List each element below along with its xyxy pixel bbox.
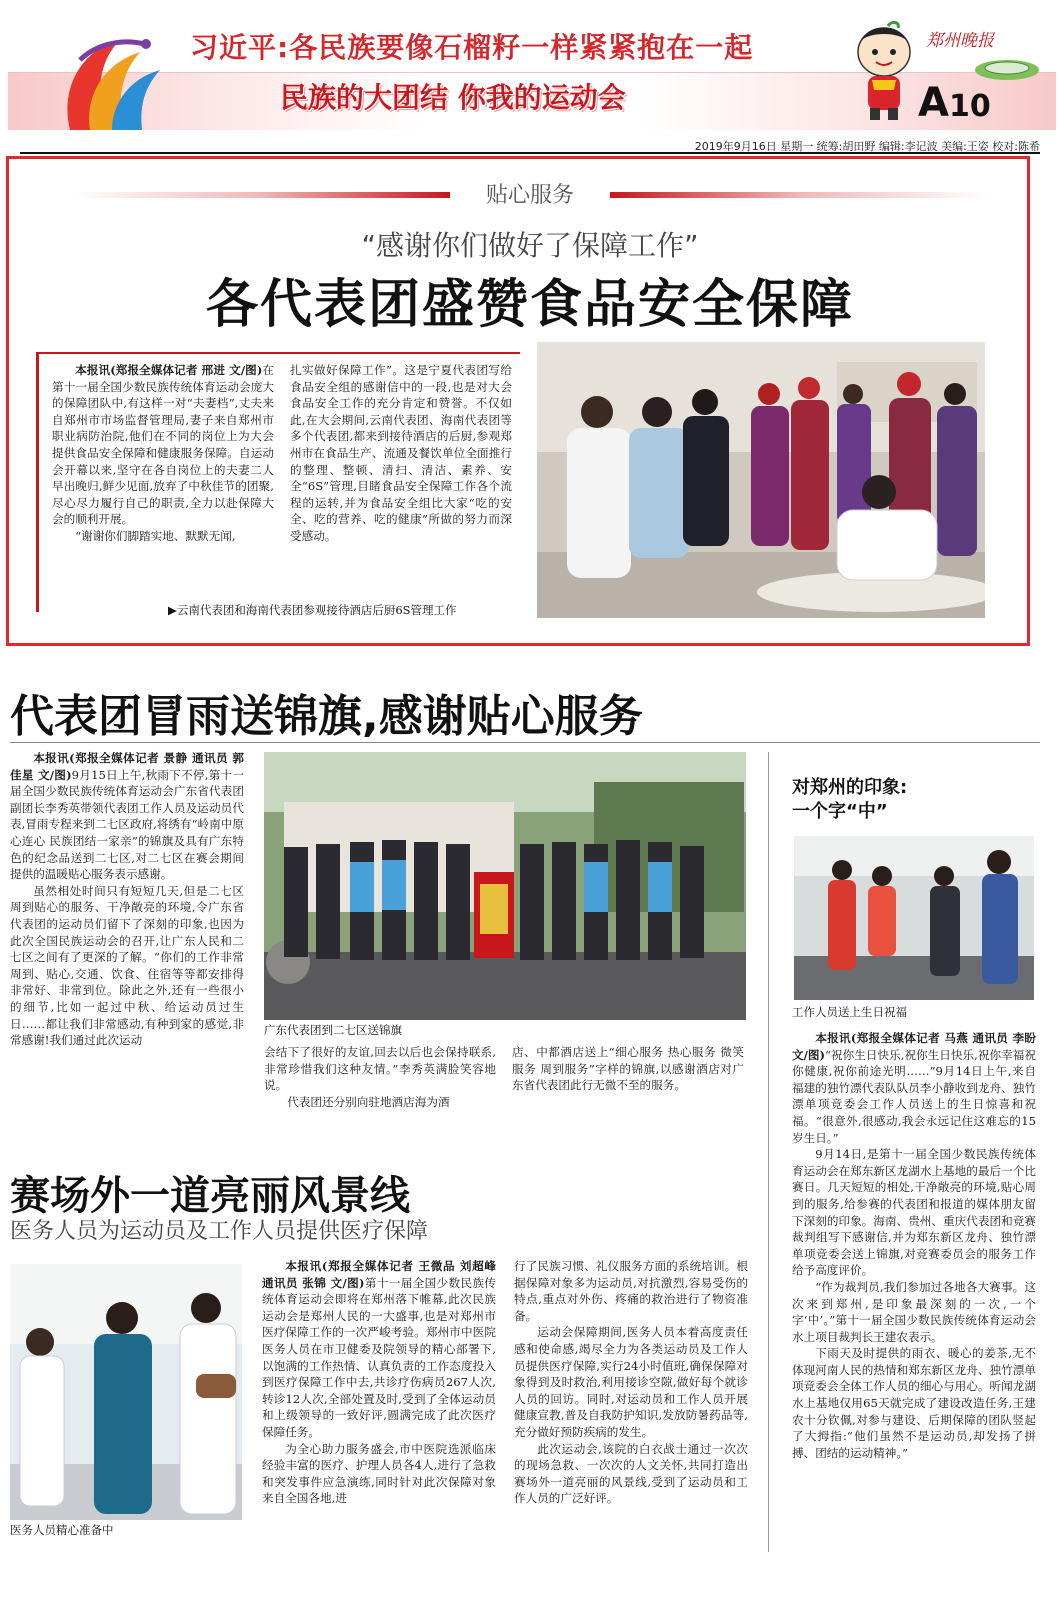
mascot-icon [848,20,920,124]
story3-paragraph: 第十一届全国少数民族传统体育运动会即将在郑州落下帷幕,此次民族运动会是郑州人民的一大盛事,也是对郑州市医疗保障工作的一次严峻考验。郑州市中医院医务人员在市卫健委及院领导的精心部署下,以饱满的工作热情、认真负责的工作态度投入到医疗保障工作中去,共诊疗伤病员267人次,转诊12人次,全部处置及时,受到了全体运动员和上级领导的一致好评,圆满完成了此次医疗保障任务。 [262,1275,496,1439]
feature-frame-top [36,352,520,354]
story2-paragraph: 虽然相处时间只有短短几天,但是二七区周到贴心的服务、干净敞亮的环境,令广东省代表团的运动员们留下了深刻的印象,也因为此次全国民族运动会的召开,让广东人民和二七区之间有了更深的了解。“你们的工作非常周到、贴心,交通、饮食、住宿等等都安排得非常好、非常到位。除此之外,还有一些很小的细节,比如一起过中秋、给运动员过生日……都让我们非常感动,有种到家的感觉,非常感谢!我们通过此次运动 [10,883,244,1048]
story3-headline: 赛场外一道亮丽风景线 [10,1173,410,1219]
sidebar-title-line: 对郑州的印象: [792,777,908,798]
sidebar-text-column [792,1030,1036,1550]
feature-photo-caption: ▶云南代表团和海南代表团参观接待酒店后厨6S管理工作 [168,603,457,617]
feature-headline: 各代表团盛赞食品安全保障 [205,275,854,335]
sidebar-paragraph: 9月14日,是第十一届全国少数民族传统体育运动会在郑东新区龙湖水上基地的最后一个比赛日。几天短短的相处,干净敞亮的环境,贴心周到的服务,给参赛的代表团和报道的媒体朋友留下深刻的印象。海南、贵州、重庆代表团和竞赛裁判组写下感谢信,并为郑东新区龙舟、独竹漂单项竞委会送上锦旗,对竞赛委员会的服务工作给予高度评价。 [792,1147,1036,1278]
story3-photo-caption: 医务人员精心准备中 [10,1523,114,1537]
divider [10,742,1040,743]
page-number [918,80,1018,124]
column-label-bar-right [610,192,990,198]
sidebar-photo-caption: 工作人员送上生日祝福 [792,1005,907,1019]
story3-byline: 本报讯(郑报全媒体记者 王微品 刘超峰 通讯员 张锦 文/图) [262,1259,496,1290]
story2-headline: 代表团冒雨送锦旗,感谢贴心服务 [10,691,643,742]
story3-paragraph: 此次运动会,该院的白衣战士通过一次次的现场急救、一次次的人文关怀,共同打造出赛场外一道亮丽的风景线,受到了运动员和工作人员的广泛好评。 [514,1441,748,1506]
story3-text-column-2 [514,1258,748,1548]
story2-byline: 本报讯(郑报全媒体记者 景静 通讯员 郭佳星 文/图) [10,751,244,782]
story2-text-column-3 [512,1044,744,1124]
brand-wordmark: 郑州晚报 [926,31,994,51]
story2-paragraph: 店、中都酒店送上“细心服务 热心服务 微笑服务 周到服务”字样的锦旗,以感谢酒店对广东省代表团此行无微不至的服务。 [512,1045,744,1093]
sidebar-byline: 本报讯(郑报全媒体记者 马燕 通讯员 李盼 文/图) [792,1031,1036,1062]
feature-text-column-2 [290,362,512,594]
column-label: 贴心服务 [485,183,574,208]
dateline: 2019年9月16日 星期一 统筹:胡田野 编辑:李记波 美编:王姿 校对:陈希 [20,138,1040,154]
story3-photo [10,1264,242,1520]
story3-paragraph: 行了民族习惯、礼仪服务方面的系统培训。根据保障对象多为运动员,对抗激烈,容易受伤的特点,重点对外伤、疼痛的救治进行了物资准备。 [514,1259,748,1323]
feature-kicker: “感谢你们做好了保障工作” [361,229,699,262]
story2-photo [264,752,746,1020]
feature-text-column-1 [52,362,274,594]
feature-photo [537,342,985,618]
story2-text-column-1 [10,750,244,1122]
story2-paragraph: 代表团还分别向驻地酒店海为酒 [287,1094,450,1109]
page-number-letter: A [918,80,949,126]
feature-byline: 本报讯(郑报全媒体记者 邢进 文/图) [75,363,263,377]
column-divider [768,752,769,1552]
sidebar-title-line: 一个字“中” [792,801,888,822]
sidebar-paragraph: “作为裁判员,我们参加过各地各大赛事。这次来到郑州,是印象最深刻的一次,一个字‘中’。”第十一届全国少数民族传统体育运动会水上项目裁判长王建农表示。 [792,1279,1036,1344]
games-logo-icon [50,30,170,140]
sidebar-photo [794,836,1034,1000]
story2-paragraph: 会结下了很好的友谊,回去以后也会保持联系,非常珍惜我们这种友情。”李秀英满脸笑容地说。 [264,1045,496,1093]
story2-paragraph: 9月15日上午,秋雨下不停,第十一届全国少数民族传统体育运动会广东省代表团副团长李秀英带领代表团工作人员及运动员代表,冒雨专程来到二七区政府,将绣有“岭南中原心连心 民族团结一家亲”的锦旗及具有广东特色的纪念品送到二七区,对二七区在赛会期间提供的温暖贴心服务表示感谢。 [10,767,244,882]
page-number-digits: 10 [948,89,991,124]
story3-text-column-1 [262,1258,496,1548]
feature-paragraph: 扎实做好保障工作”。这是宁夏代表团写给食品安全组的感谢信中的一段,也是对大会食品安全工作的充分肯定和赞誉。不仅如此,在大会期间,云南代表团、海南代表团等多个代表团,都来到接待酒店的后厨,参观郑州市在食品生产、流通及餐饮单位全面推行的整理、整顿、清扫、清洁、素养、安全“6S”管理,目睹食品安全保障工作各个流程的运转,并为食品安全组比大家“吃的安全、吃的营养、吃的健康”所做的努力而深受感动。 [290,363,512,543]
story3-subhead: 医务人员为运动员及工作人员提供医疗保障 [10,1219,429,1244]
feature-frame-line [36,352,39,612]
feature-paragraph: “谢谢你们脚踏实地、默默无闻, [75,528,236,543]
sidebar-title [792,776,992,826]
masthead-slogan: 民族的大团结 你我的运动会 [280,81,626,114]
stadium-icon [972,52,1042,82]
top-banner-quote: 习近平:各民族要像石榴籽一样紧紧抱在一起 [190,31,754,64]
story3-paragraph: 为全心助力服务盛会,市中医院选派临床经验丰富的医疗、护理人员各4人,进行了急救和突发事件应急演练,同时针对此次保障对象来自全国各地,进 [262,1441,496,1506]
sidebar-paragraph: “祝你生日快乐,祝你生日快乐,祝你幸福祝你健康,祝你前途光明……”9月14日上午,来自福建的独竹漂代表队队员李小静收到龙舟、独竹漂单项竞委会工作人员送上的生日惊喜和祝福。“很意外,很感动,我会永远记住这难忘的15岁生日。” [792,1047,1036,1145]
sidebar-paragraph: 下雨天及时提供的雨衣、暖心的姜茶,无不体现河南人民的热情和郑东新区龙舟、独竹漂单项竞委会全体工作人员的细心与用心。听闻龙湖水上基地仅用65天就完成了建设改造任务,王建农十分钦佩,对参与建设、后期保障的团队竖起了大拇指:“他们虽然不是运动员,却发扬了拼搏、团结的运动精神。” [792,1346,1036,1460]
story2-text-column-2 [264,1044,496,1124]
story2-photo-caption: 广东代表团到二七区送锦旗 [264,1023,402,1037]
feature-paragraph: 在第十一届全国少数民族传统体育运动会庞大的保障团队中,有这样一对“夫妻档”,丈夫来自郑州市市场监督管理局,妻子来自郑州市职业病防治院,他们在不同的岗位上为大会提供食品安全保障和健康服务保障。自运动会开幕以来,坚守在各自岗位上的夫妻二人早出晚归,鲜少见面,放弃了中秋佳节的团聚,尽心尽力履行自己的职责,全力以赴保障大会的顺利开展。 [52,363,274,527]
column-label-bar-left [70,192,450,198]
story3-paragraph: 运动会保障期间,医务人员本着高度责任感和使命感,竭尽全力为各类运动员及工作人员提供医疗保障,实行24小时值班,确保保障对象得到及时救治,利用接诊空隙,做好每个就诊人员的回访。同时,对运动员和工作人员开展健康宣教,普及自我防护知识,发放防暑药品等,充分做好预防疾病的发生。 [514,1325,748,1439]
